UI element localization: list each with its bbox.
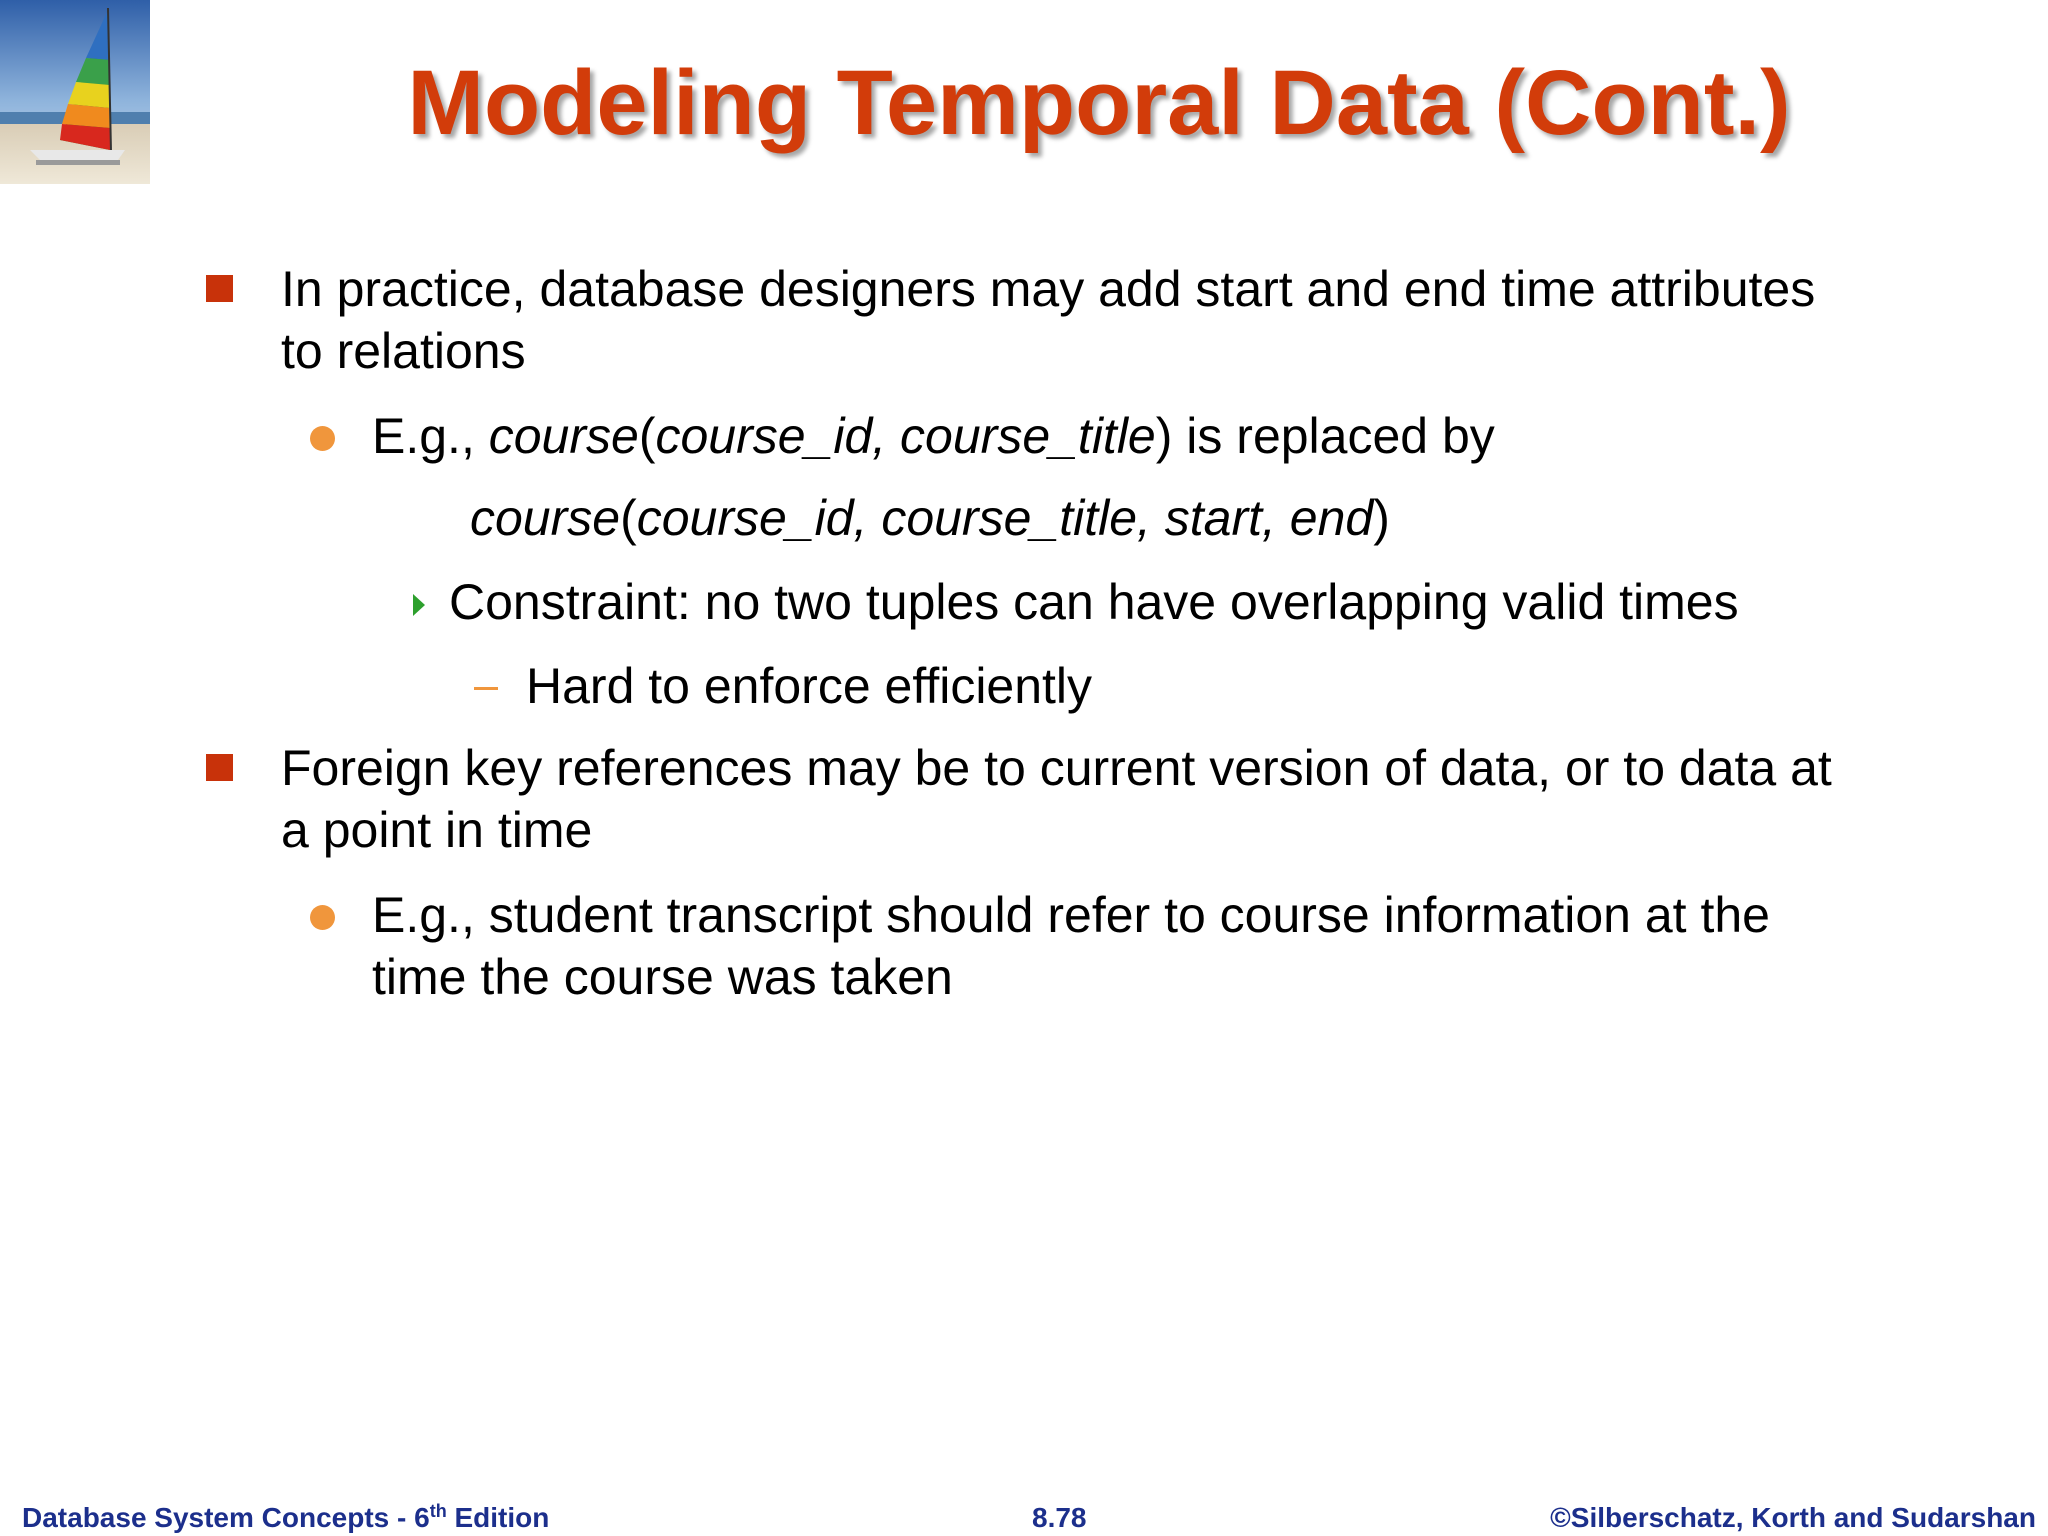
triangle-bullet-icon <box>413 594 425 616</box>
sailboat-logo <box>0 0 150 184</box>
transcript-example-line-2: time the course was taken <box>372 949 953 1005</box>
bullet-2-line-1: Foreign key references may be to current version of data, or to data at <box>281 740 1832 796</box>
open-paren: ( <box>620 490 637 546</box>
example-prefix: E.g., <box>372 408 489 464</box>
relation-attributes: course_id, course_title <box>655 408 1156 464</box>
open-paren: ( <box>638 408 656 464</box>
dot-bullet-icon <box>310 905 335 930</box>
relation-attributes: course_id, course_title, start, end <box>636 490 1374 546</box>
footer-book-title: Database System Concepts - 6th Edition <box>22 1501 550 1533</box>
course-new-schema-line <box>470 487 1390 549</box>
bullet-1-line-2: to relations <box>281 323 526 379</box>
close-paren: ) <box>1373 490 1390 546</box>
square-bullet-icon <box>206 754 233 781</box>
slide-title: Modeling Temporal Data (Cont.) <box>407 52 1791 154</box>
example-course-replaced-line <box>372 405 1495 467</box>
relation-name: course <box>488 408 639 464</box>
dash-bullet-icon <box>474 687 498 690</box>
bullet-2-line-2: a point in time <box>281 802 593 858</box>
bullet-1-line-1: In practice, database designers may add start and end time attributes <box>281 261 1816 317</box>
hard-to-enforce-text: Hard to enforce efficiently <box>526 658 1093 714</box>
dot-bullet-icon <box>310 426 335 451</box>
replaced-by-text: ) is replaced by <box>1155 408 1495 464</box>
footer-page-number: 8.78 <box>1032 1502 1087 1533</box>
footer-copyright: ©Silberschatz, Korth and Sudarshan <box>1550 1502 2036 1533</box>
constraint-text: Constraint: no two tuples can have overlapping valid times <box>449 574 1739 630</box>
square-bullet-icon <box>206 275 233 302</box>
transcript-example-line-1: E.g., student transcript should refer to course information at the <box>372 887 1770 943</box>
relation-name: course <box>470 490 621 546</box>
